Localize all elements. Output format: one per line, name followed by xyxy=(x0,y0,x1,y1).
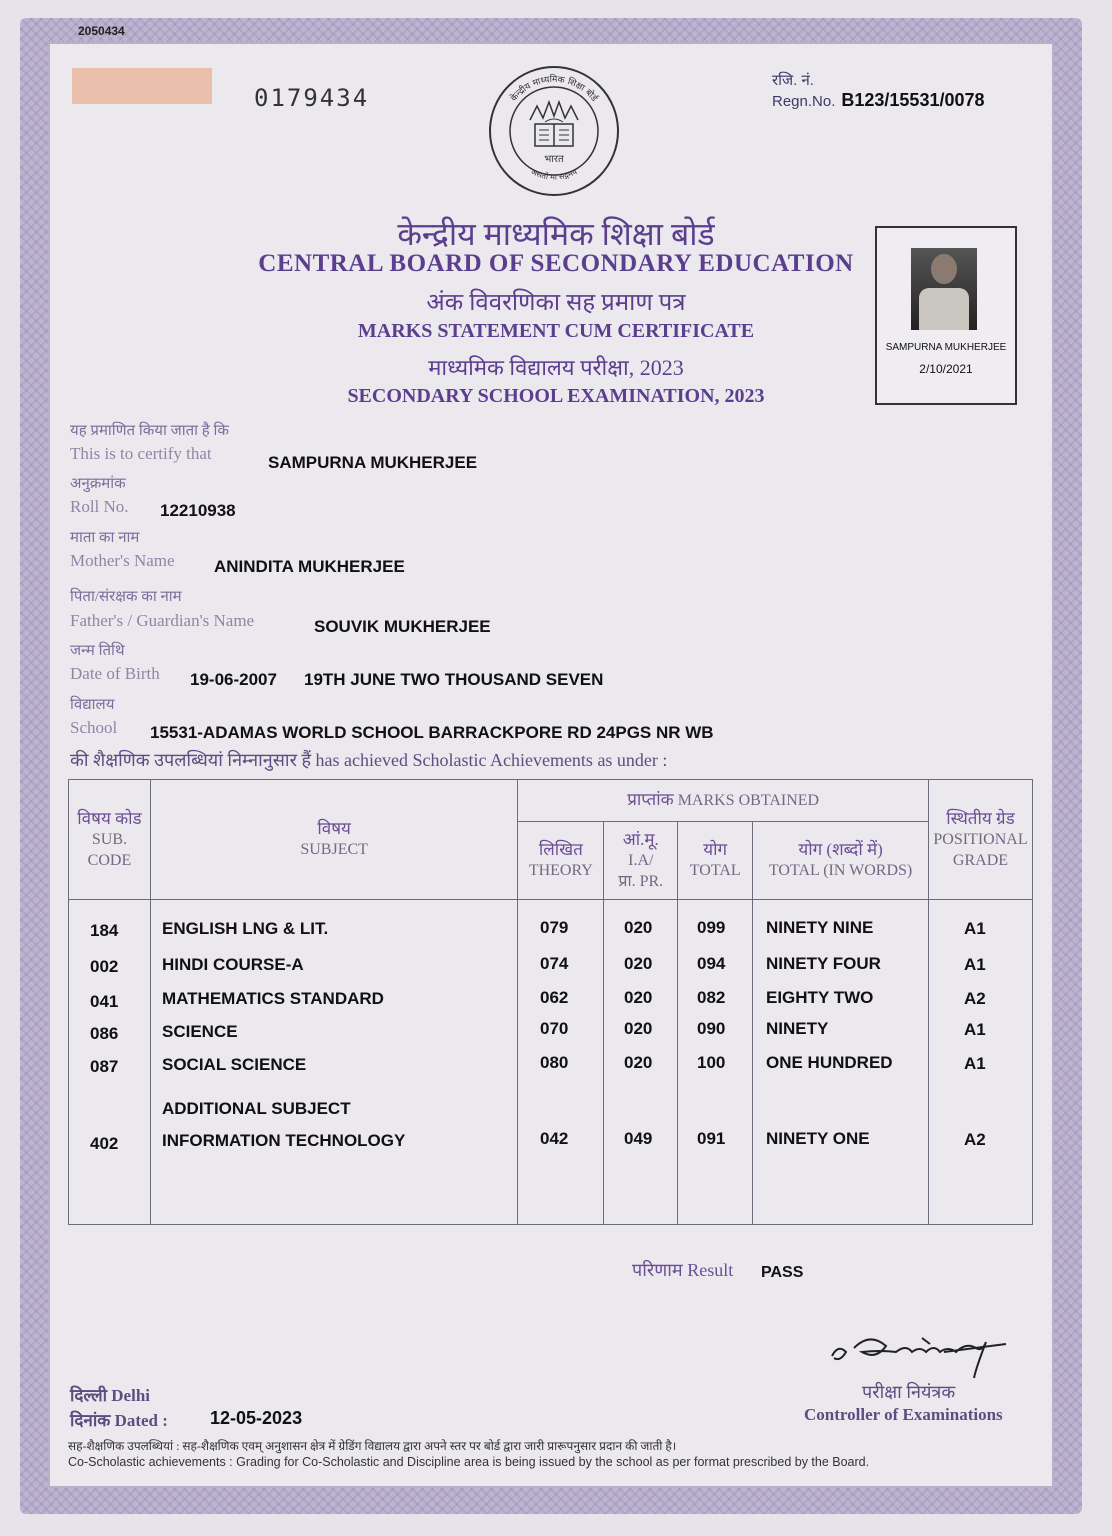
exam-title: SECONDARY SCHOOL EXAMINATION, 2023 xyxy=(347,385,765,407)
grade: A1 xyxy=(964,919,986,938)
dob-value: 19-06-2007 xyxy=(190,670,277,689)
theory-marks: 042 xyxy=(540,1129,569,1148)
controller-title: Controller of Examinations xyxy=(804,1405,1003,1424)
board-title-hindi: केन्द्रीय माध्यमिक शिक्षा बोर्ड xyxy=(397,216,715,252)
controller-signature xyxy=(826,1322,1016,1382)
dob-in-words: 19TH JUNE TWO THOUSAND SEVEN xyxy=(304,670,604,689)
theory-marks: 074 xyxy=(540,954,569,973)
theory-marks: 070 xyxy=(540,1019,569,1038)
sub-code: 041 xyxy=(90,992,119,1011)
theory-marks: 062 xyxy=(540,988,569,1007)
total-marks: 091 xyxy=(697,1129,726,1148)
dob-label: Date of Birth xyxy=(70,664,160,683)
total-in-words: NINETY ONE xyxy=(766,1129,870,1148)
document-title-hindi: अंक विवरणिका सह प्रमाण पत्र xyxy=(426,290,686,316)
total-in-words: NINETY NINE xyxy=(766,918,874,937)
regn-line xyxy=(772,90,985,111)
total-in-words: EIGHTY TWO xyxy=(766,988,874,1007)
svg-text:केन्द्रीय माध्यमिक शिक्षा बोर् xyxy=(508,73,601,104)
mother-name: ANINDITA MUKHERJEE xyxy=(214,557,405,576)
subject-name: SCIENCE xyxy=(162,1022,238,1041)
grade: A1 xyxy=(964,1054,986,1073)
emblem-ring-text: केन्द्रीय माध्यमिक शिक्षा बोर्ड xyxy=(509,74,599,104)
candidate-photo xyxy=(911,248,977,330)
sub-code: 002 xyxy=(90,957,119,976)
result-label: परिणाम Result xyxy=(632,1260,734,1280)
ia-marks: 020 xyxy=(624,1053,653,1072)
certify-label-hindi: यह प्रमाणित किया जाता है कि xyxy=(70,423,229,439)
header-sub-code: विषय कोड SUB. CODE xyxy=(69,780,151,900)
father-label-hindi: पिता/संरक्षक का नाम xyxy=(70,589,182,605)
photo-caption-name: SAMPURNA MUKHERJEE xyxy=(885,342,1007,353)
total-in-words: NINETY FOUR xyxy=(766,954,881,973)
ia-marks: 020 xyxy=(624,1019,653,1038)
header-marks-obtained: प्राप्तांक MARKS OBTAINED xyxy=(518,780,929,822)
mother-label-hindi: माता का नाम xyxy=(70,530,140,546)
school-label: School xyxy=(70,718,118,737)
roll-label-hindi: अनुक्रमांक xyxy=(70,476,126,492)
photo-caption-date: 2/10/2021 xyxy=(919,362,973,376)
total-marks: 090 xyxy=(697,1019,726,1038)
grade: A1 xyxy=(964,955,986,974)
photo-body xyxy=(919,288,969,330)
dated-label: दिनांक Dated : xyxy=(70,1411,168,1430)
certify-label: This is to certify that xyxy=(70,444,212,463)
school-name: 15531-ADAMAS WORLD SCHOOL BARRACKPORE RD 24PGS NR WB xyxy=(150,723,714,742)
footer-note-hindi: सह-शैक्षणिक उपलब्धियां : सह-शैक्षणिक एवम् अनुशासन क्षेत्र में ग्रेडिंग विद्यालय द्वारा अपने स्तर पर बोर्ड द्वारा जारी प्रारूपनुसार प्रदान की जाती है। xyxy=(68,1439,677,1453)
total-marks: 082 xyxy=(697,988,726,1007)
additional-subject-label: ADDITIONAL SUBJECT xyxy=(162,1099,351,1118)
ia-marks: 020 xyxy=(624,918,653,937)
total-marks: 099 xyxy=(697,918,726,937)
header-ia-pr: आं.मू. I.A/ प्रा. PR. xyxy=(604,822,678,900)
ia-marks: 020 xyxy=(624,954,653,973)
sub-code: 184 xyxy=(90,921,119,940)
achievement-line xyxy=(70,748,667,772)
achievement-hindi: की शैक्षणिक उपलब्धियां निम्नानुसार हैं xyxy=(70,750,312,770)
header-theory: लिखित THEORY xyxy=(518,822,604,900)
subject-name: ENGLISH LNG & LIT. xyxy=(162,919,329,938)
subject-name: HINDI COURSE-A xyxy=(162,955,304,974)
total-in-words: NINETY xyxy=(766,1019,829,1038)
regn-label-hindi: रजि. नं. xyxy=(772,72,814,89)
header-total-words: योग (शब्दों में) TOTAL (IN WORDS) xyxy=(753,822,929,900)
svg-text:असतो मा सद्गमय xyxy=(529,167,578,182)
photo-head xyxy=(931,254,957,284)
subject-name: SOCIAL SCIENCE xyxy=(162,1055,307,1074)
emblem-bottom-text: भारत xyxy=(544,154,564,165)
serial-number: 0179434 xyxy=(254,84,370,112)
dated-value: 12-05-2023 xyxy=(210,1408,303,1428)
controller-title-hindi: परीक्षा नियंत्रक xyxy=(862,1382,956,1402)
sub-code: 402 xyxy=(90,1134,119,1153)
theory-marks: 080 xyxy=(540,1053,569,1072)
sub-code: 087 xyxy=(90,1057,119,1076)
header-positional-grade: स्थितीय ग्रेड POSITIONAL GRADE xyxy=(928,780,1032,900)
header-subject: विषय SUBJECT xyxy=(150,780,517,900)
result-value: PASS xyxy=(761,1264,804,1281)
exam-title-hindi: माध्यमिक विद्यालय परीक्षा, 2023 xyxy=(428,355,684,380)
header-total: योग TOTAL xyxy=(678,822,753,900)
emblem-motto: असतो मा सद्गमय xyxy=(529,166,579,182)
grade: A2 xyxy=(964,989,986,1008)
total-marks: 100 xyxy=(697,1053,726,1072)
father-name: SOUVIK MUKHERJEE xyxy=(314,617,491,636)
document-number: 2050434 xyxy=(78,24,125,38)
grade: A2 xyxy=(964,1130,986,1149)
ia-marks: 020 xyxy=(624,988,653,1007)
candidate-photo-frame xyxy=(875,226,1017,405)
regn-label: Regn.No. xyxy=(772,93,836,110)
ia-marks: 049 xyxy=(624,1129,653,1148)
candidate-name: SAMPURNA MUKHERJEE xyxy=(268,453,478,472)
father-label: Father's / Guardian's Name xyxy=(70,611,255,630)
cbse-emblem-icon xyxy=(485,62,623,200)
footer-note: Co-Scholastic achievements : Grading for Co-Scholastic and Discipline area is being issued by the school as per format prescribed by the Board. xyxy=(68,1455,870,1469)
mother-label: Mother's Name xyxy=(70,551,175,570)
document-title: MARKS STATEMENT CUM CERTIFICATE xyxy=(357,320,755,342)
achievement-english: has achieved Scholastic Achievements as under : xyxy=(315,750,668,770)
security-stamp xyxy=(72,68,212,104)
regn-number: B123/15531/0078 xyxy=(841,90,985,110)
school-label-hindi: विद्यालय xyxy=(70,697,115,713)
grade: A1 xyxy=(964,1020,986,1039)
total-marks: 094 xyxy=(697,954,726,973)
roll-number: 12210938 xyxy=(160,501,236,520)
theory-marks: 079 xyxy=(540,918,569,937)
subject-name: INFORMATION TECHNOLOGY xyxy=(162,1131,406,1150)
sub-code: 086 xyxy=(90,1024,119,1043)
total-in-words: ONE HUNDRED xyxy=(766,1053,893,1072)
roll-label: Roll No. xyxy=(70,497,129,516)
place-label: दिल्ली Delhi xyxy=(70,1386,150,1405)
dob-label-hindi: जन्म तिथि xyxy=(70,643,125,659)
subject-name: MATHEMATICS STANDARD xyxy=(162,989,384,1008)
board-title: CENTRAL BOARD OF SECONDARY EDUCATION xyxy=(258,250,854,277)
